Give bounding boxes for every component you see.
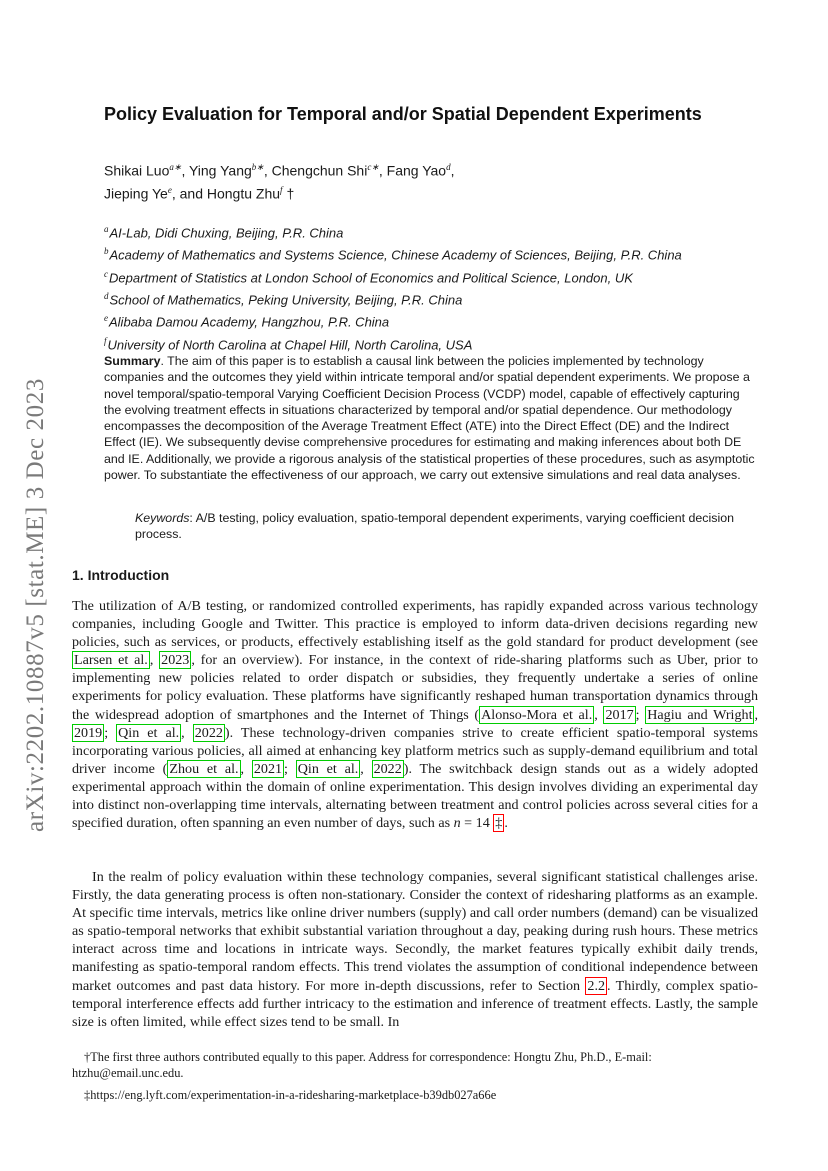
citation-link[interactable]: 2021 xyxy=(253,760,283,777)
abstract-text: . The aim of this paper is to establish a causal link between the policies implemented by technology companies and the outcomes they yield within intricate temporal and/or spatial dependent experiments. We propose a novel temporal/spatio-temporal Varying Coefficient Decision Process (VCDP) model, capable of effectively capturing the evolving treatment effects in situations characterized by temporal and/or spatial dependence. Our methodology encompasses the decomposition of the Average Treatment Effect (ATE) into the Direct Effect (DE) and the Indirect Effect (IE). We subsequently devise comprehensive procedures for estimating and making inferences about both DE and IE. Additionally, we provide a rigorous analysis of the statistical properties of these procedures, such as asymptotic power. To substantiate the effectiveness of our approach, we carry out extensive simulations and real data analyses. xyxy=(104,354,755,483)
footnote-authors: †The first three authors contributed equally to this paper. Address for correspondence: Hongtu Zhu, Ph.D., E-mail: htzhu@email.unc.edu. xyxy=(72,1050,652,1080)
citation-link[interactable]: Hagiu and Wright xyxy=(647,706,753,723)
footnote-link[interactable]: ‡ xyxy=(495,815,503,832)
author-list: Shikai Luo$^{a∗}$, Ying Yang$^{b∗}$, Chengchun Shi$^{c∗}$, Fang Yao$^d$, Jieping Ye$^e$, and Hongtu Zhu$^f$ † xyxy=(104,162,455,202)
intro-paragraph-2: In the realm of policy evaluation within these technology companies, several significant statistical challenges arise. Firstly, the data generating process is often non-stationary. Consider the context of ridesharing platforms as an example. At specific time intervals, metrics like online driver numbers (supply) and call order numbers (demand) can be visualized as spatio-temporal networks that exhibit substantial variation throughout a day, peaking during rush hours. These metrics interact across time and locations in intricate ways. Secondly, the market features typically exhibit daily trends, manifesting as spatio-temporal random effects. This trend violates the assumption of conditional independence between market outcomes and past data history. For more in-depth discussions, refer to Section 2.2 . Thirdly, complex spatio-temporal interference effects add further intricacy to the estimation and inference of treatment effects. Lastly, the sample size is often limited, while effect sizes tend to be small. In xyxy=(72,869,758,1030)
author-mark: a∗ xyxy=(169,162,182,172)
math-variable: n xyxy=(453,815,461,832)
citation-link[interactable]: 2022 xyxy=(373,760,402,777)
keywords-text: : A/B testing, policy evaluation, spatio-temporal dependent experiments, varying coefficient decision process. xyxy=(135,511,734,542)
abstract-label: Summary xyxy=(104,354,161,368)
citation-link[interactable]: 2019 xyxy=(74,724,103,741)
citation-link[interactable]: Qin et al. xyxy=(118,724,180,741)
author-mark: f xyxy=(280,184,283,195)
author-name: Jieping Ye xyxy=(104,185,168,202)
author-name: Ying Yang xyxy=(188,162,252,179)
citation-link[interactable]: 2022 xyxy=(194,724,223,741)
affiliation-item: $^b$Academy of Mathematics and Systems Science, Chinese Academy of Sciences, Beijing, P.R. China xyxy=(104,246,682,263)
citation-link[interactable]: Qin et al. xyxy=(297,760,359,777)
author-mark: e xyxy=(167,184,172,195)
author-mark: c∗ xyxy=(367,162,379,172)
section-heading-introduction: 1. Introduction xyxy=(72,567,170,583)
affiliation-item: $^e$Alibaba Damou Academy, Hangzhou, P.R. China xyxy=(104,313,390,330)
affiliation-item: $^f$University of North Carolina at Chapel Hill, North Carolina, USA xyxy=(104,335,473,352)
affiliation-list xyxy=(104,220,784,354)
author-name: Hongtu Zhu xyxy=(206,185,281,202)
arxiv-identifier: arXiv:2202.10887v5 [stat.ME] 3 Dec 2023 xyxy=(22,378,49,832)
paper-title: Policy Evaluation for Temporal and/or Spatial Dependent Experiments xyxy=(104,104,702,124)
abstract xyxy=(104,353,759,483)
author-name: Chengchun Shi xyxy=(271,162,368,179)
affiliation-item: $^d$School of Mathematics, Peking University, Beijing, P.R. China xyxy=(104,290,463,308)
author-mark: d xyxy=(446,162,451,172)
citation-link[interactable]: Larsen et al. xyxy=(74,652,148,669)
author-mark: b∗ xyxy=(251,162,264,172)
footnote-url: ‡https://eng.lyft.com/experimentation-in-a-ridesharing-marketplace-b39db027a66e xyxy=(84,1088,497,1102)
author-name: Shikai Luo xyxy=(104,162,170,179)
affiliation-item: $^c$Department of Statistics at London School of Economics and Political Science, London, UK xyxy=(104,268,633,285)
keywords-label: Keywords xyxy=(135,511,190,525)
intro-paragraph-1: The utilization of A/B testing, or randomized controlled experiments, has rapidly expanded across various technology companies, including Google and Twitter. This practice is employed to inform data-driven decisions regarding new policies, such as services, or products, effectively establishing itself as the gold standard for product development (see Larsen et al. , 2023 , for an overview). For instance, in the context of ride-sharing platforms such as Uber, prior to implementing new policies related to order dispatch or subsidies, they frequently undertake a series of online experiments for policy evaluation. These platforms have significantly reshaped human transportation dynamics through the widespread adoption of smartphones and the Internet of Things ( Alonso-Mora et al. , 2017 ; Hagiu and Wright , 2019 ; Qin et al. , 2022 ). These technology-driven companies strive to create efficient spatio-temporal systems incorporating various policies, all aimed at enhancing key platform metrics such as supply-demand equilibrium and total driver income ( Zhou et al. , 2021 ; Qin et al. , 2022 ). The switchback design stands out as a widely adopted experimental approach within the domain of online experimentation. This design involves dividing an experimental day into distinct non-overlapping time intervals, alternating between treatment and control policies across several cities for a specified duration, often spanning an even number of days, such as n = 14 ‡ . xyxy=(72,598,759,832)
keywords xyxy=(135,510,760,543)
citation-link[interactable]: 2023 xyxy=(161,652,190,669)
arxiv-sidebar xyxy=(10,330,62,880)
citation-link[interactable]: Alonso-Mora et al. xyxy=(481,706,593,723)
affiliation-item: $^a$AI-Lab, Didi Chuxing, Beijing, P.R. China xyxy=(104,224,344,241)
author-name: Fang Yao xyxy=(386,162,447,179)
section-ref-link[interactable]: 2.2 xyxy=(587,977,606,994)
citation-link[interactable]: Zhou et al. xyxy=(169,760,239,777)
citation-link[interactable]: 2017 xyxy=(605,706,634,723)
